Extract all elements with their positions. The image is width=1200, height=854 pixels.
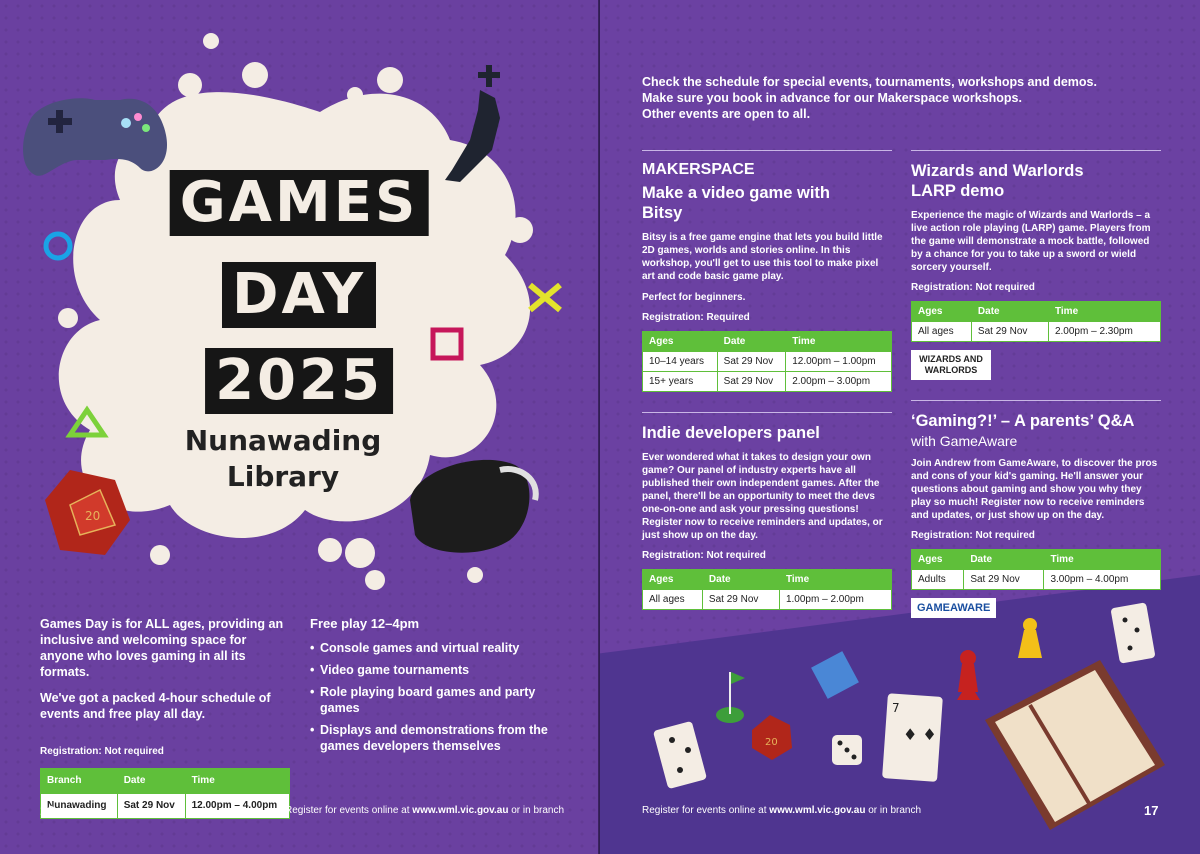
table-header-row <box>643 570 892 590</box>
game-controller-icon <box>23 98 167 176</box>
table-cell: Sat 29 Nov <box>117 794 185 819</box>
puzzle-piece-icon <box>809 649 860 700</box>
table-header: Date <box>964 550 1044 570</box>
intro-line-2: Make sure you book in advance for our Makerspace workshops. <box>642 91 1022 105</box>
backgammon-board-icon <box>985 660 1165 830</box>
table-header: Time <box>1048 302 1160 322</box>
table-cell: 2.00pm – 3.00pm <box>786 372 892 392</box>
left-page <box>0 0 598 854</box>
table-header: Branch <box>41 769 118 794</box>
table-cell: 10–14 years <box>643 352 718 372</box>
gameaware-logo: GAMEAWARE <box>911 598 996 618</box>
event-title: Wizards and Warlords LARP demo <box>911 162 1084 200</box>
free-play-heading: Free play 12–4pm <box>310 616 420 631</box>
parents-qa-event <box>911 400 1161 618</box>
flag-pawn-icon <box>716 672 745 723</box>
table-header: Time <box>185 769 289 794</box>
domino-icon <box>653 721 707 789</box>
table-header: Ages <box>912 302 972 322</box>
page-number: 16 <box>40 803 55 818</box>
table-header: Time <box>1044 550 1161 570</box>
event-title: Indie developers panel <box>642 424 820 442</box>
footer-link[interactable]: www.wml.vic.gov.au <box>412 805 509 816</box>
footer-suffix: or in branch <box>508 805 565 816</box>
intro-line-3: Other events are open to all. <box>642 107 811 121</box>
table-cell: 2.00pm – 2.30pm <box>1048 322 1160 342</box>
footer-prefix: Register for events online at <box>642 805 770 816</box>
event-description: Ever wondered what it takes to design your own game? Our panel of industry experts have all published their own independent games. After the panel, there'll be an opportunity to meet the devs one-on-one and ask your pressing questions! Register now to receive reminders and updates, or just show up on the day. <box>642 452 883 541</box>
table-cell: Adults <box>912 570 964 590</box>
indie-panel-event <box>642 412 892 610</box>
list-item: • Video game tournaments <box>310 662 550 678</box>
divider <box>911 150 1161 151</box>
list-item: • Console games and virtual reality <box>310 640 550 656</box>
event-description: Join Andrew from GameAware, to discover the pros and cons of your kid's gaming. He'll answer your questions about gaming and show you why they play so much! Register now to receive reminders and updates, or just show up on the day. <box>911 458 1158 521</box>
table-row <box>643 352 892 372</box>
table-cell: 12.00pm – 4.00pm <box>185 794 289 819</box>
dice-icon <box>832 735 862 765</box>
intro-line-1: Check the schedule for special events, tournaments, workshops and demos. <box>642 75 1097 89</box>
table-header: Time <box>786 332 892 352</box>
table-cell: Sat 29 Nov <box>717 372 786 392</box>
registration-note: Registration: Not required <box>911 282 1035 293</box>
table-header-row <box>912 302 1161 322</box>
intro-paragraph-1: Games Day is for ALL ages, providing an inclusive and welcoming space for anyone who loves gaming in all its formats. <box>40 617 284 679</box>
schedule-table <box>911 549 1161 590</box>
divider <box>642 150 892 151</box>
table-header: Date <box>117 769 185 794</box>
table-row <box>643 372 892 392</box>
registration-note: Registration: Required <box>642 312 750 323</box>
free-play-list <box>310 640 550 754</box>
title-year: 2025 <box>205 348 393 414</box>
table-row <box>912 322 1161 342</box>
event-title: Make a video game with Bitsy <box>642 184 830 222</box>
table-header-row <box>912 550 1161 570</box>
svg-text:7: 7 <box>892 701 900 715</box>
footer-text <box>642 805 921 816</box>
table-cell: Sat 29 Nov <box>964 570 1044 590</box>
right-page <box>600 0 1200 854</box>
footer-link[interactable]: www.wml.vic.gov.au <box>769 805 866 816</box>
svg-text:20: 20 <box>85 509 101 523</box>
svg-text:20: 20 <box>765 737 778 748</box>
event-title: ‘Gaming?!’ – A parents’ Q&A <box>911 412 1135 430</box>
page-number: 17 <box>1144 803 1159 818</box>
table-header-row <box>643 332 892 352</box>
registration-note: Registration: Not required <box>911 530 1035 541</box>
table-header: Date <box>971 302 1048 322</box>
intro-text <box>40 616 290 819</box>
registration-note: Registration: Not required <box>642 550 766 561</box>
table-header: Ages <box>643 570 703 590</box>
schedule-table <box>40 768 290 819</box>
table-cell: 3.00pm – 4.00pm <box>1044 570 1161 590</box>
circle-button-icon <box>46 234 70 258</box>
table-header: Ages <box>912 550 964 570</box>
cross-button-icon <box>530 285 560 310</box>
table-row <box>41 794 290 819</box>
domino-icon <box>1110 602 1155 663</box>
table-cell: Sat 29 Nov <box>717 352 786 372</box>
footer-suffix: or in branch <box>865 805 922 816</box>
table-cell: Sat 29 Nov <box>971 322 1048 342</box>
registration-note: Registration: Not required <box>40 746 164 757</box>
title-library: Library <box>226 460 340 493</box>
event-kicker: MAKERSPACE <box>642 161 755 178</box>
schedule-table <box>911 301 1161 342</box>
table-header: Ages <box>643 332 718 352</box>
d20-dice-icon <box>752 715 792 760</box>
table-row <box>912 570 1161 590</box>
event-description: Experience the magic of Wizards and Warlords – a live action role playing (LARP) game. Players from the game will demonstrate a mock battle, followed by a chance for you to take up a sword or wield sorcery yourself. <box>911 210 1151 273</box>
event-description: Bitsy is a free game engine that lets you build little 2D games, worlds and stories online. In this workshop, you'll get to use this tool to make pixel art and code basic game play. <box>642 232 883 282</box>
table-header-row <box>41 769 290 794</box>
free-play-section <box>310 616 550 760</box>
schedule-table <box>642 331 892 392</box>
title-day: DAY <box>222 262 376 328</box>
table-cell: 1.00pm – 2.00pm <box>779 590 891 610</box>
list-item: • Displays and demonstrations from the games developers themselves <box>310 722 550 754</box>
footer-prefix: Register for events online at <box>285 805 413 816</box>
divider <box>911 400 1161 401</box>
title-games: GAMES <box>170 170 429 236</box>
divider <box>642 412 892 413</box>
wizards-event <box>911 150 1161 380</box>
intro-paragraph-2: We've got a packed 4-hour schedule of events and free play all day. <box>40 691 271 721</box>
table-header: Date <box>702 570 779 590</box>
table-cell: Nunawading <box>41 794 118 819</box>
table-cell: 15+ years <box>643 372 718 392</box>
title-location: Nunawading <box>184 424 382 457</box>
svg-text:♦ ♦: ♦ ♦ <box>903 725 937 744</box>
wizards-warlords-logo: WIZARDS AND WARLORDS <box>911 350 991 380</box>
table-cell: All ages <box>643 590 703 610</box>
event-note: Perfect for beginners. <box>642 292 746 303</box>
event-subtitle: with GameAware <box>911 433 1018 449</box>
table-cell: All ages <box>912 322 972 342</box>
table-cell: Sat 29 Nov <box>702 590 779 610</box>
pawn-red-icon <box>957 650 980 700</box>
footer-text <box>285 805 564 816</box>
schedule-intro <box>642 74 1122 122</box>
table-cell: 12.00pm – 1.00pm <box>786 352 892 372</box>
playing-card-icon <box>882 693 943 782</box>
list-item: • Role playing board games and party games <box>310 684 550 716</box>
table-header: Date <box>717 332 786 352</box>
pawn-yellow-icon <box>1018 618 1042 658</box>
makerspace-event <box>642 150 892 392</box>
table-header: Time <box>779 570 891 590</box>
